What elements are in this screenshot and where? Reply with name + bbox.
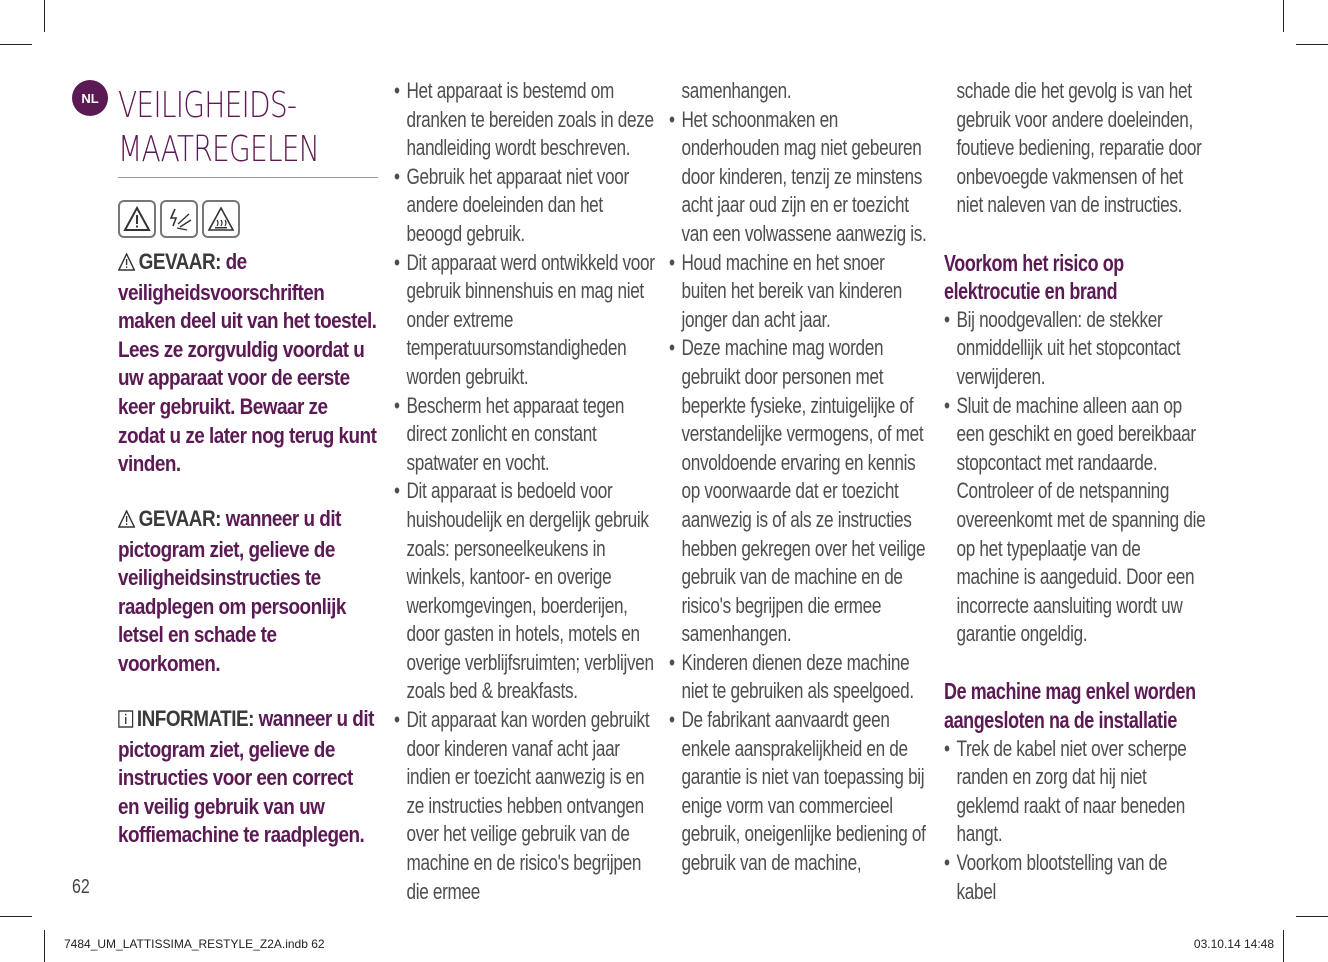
warning-block-2 <box>118 505 378 679</box>
crop-mark <box>1296 916 1328 917</box>
warning-label: GEVAAR: <box>138 506 221 531</box>
crop-mark <box>44 0 45 32</box>
warning-triangle-icon <box>118 250 135 279</box>
crop-mark <box>1283 930 1284 962</box>
section-heading: De machine mag enkel worden aangesloten na de installatie <box>944 678 1196 734</box>
list-item: • Kinderen dienen deze machine niet te gebruiken als speelgoed. <box>669 649 932 706</box>
list-item: • Dit apparaat is bedoeld voor huishoudelijk en dergelijk gebruik zoals: personeelkeukens in winkels, kantoor- en overige werkomgevingen, boerderijen, door gasten in hotels, motels en overige verblijfsruimten; verblijven zoals bed & breakfasts. <box>394 477 657 706</box>
continued-text: samenhangen. <box>681 78 792 103</box>
warning-text: wanneer u dit pictogram ziet, gelieve de veiligheidsinstructies te raadplegen om persoonlijk letsel en schade te voorkomen. <box>118 506 346 676</box>
page-title <box>118 84 321 172</box>
warning-label: GEVAAR: <box>138 249 221 274</box>
page-number: 62 <box>72 876 90 898</box>
list-item: • Voorkom blootstelling van de kabel <box>944 849 1207 906</box>
column-3 <box>669 77 934 878</box>
list-item: • Houd machine en het snoer buiten het bereik van kinderen jonger dan acht jaar. <box>669 249 932 335</box>
list-item: • Het apparaat is bestemd om dranken te bereiden zoals in deze handleiding wordt beschreven. <box>394 77 657 163</box>
info-block <box>118 705 378 850</box>
crop-mark <box>0 916 32 917</box>
info-icon <box>118 707 133 736</box>
footer-timestamp: 03.10.14 14:48 <box>1193 937 1274 951</box>
list-item: • Bij noodgevallen: de stekker onmiddellijk uit het stopcontact verwijderen. <box>944 306 1207 392</box>
list-item: • De fabrikant aanvaardt geen enkele aansprakelijkheid en de garantie is niet van toepassing bij enige vorm van commercieel gebruik, oneigenlijke bediening of gebruik van de machine, <box>669 706 932 878</box>
list-item: • Trek de kabel niet over scherpe randen en zorg dat hij niet geklemd raakt of naar beneden hangt. <box>944 735 1207 849</box>
page-title-line1: VEILIGHEIDS- <box>118 85 297 126</box>
list-item: • Het schoonmaken en onderhouden mag niet gebeuren door kinderen, tenzij ze minstens acht jaar oud zijn en er toezicht van een volwassene aanwezig is. <box>669 106 932 249</box>
crop-mark <box>1283 0 1284 32</box>
list-item: • Dit apparaat werd ontwikkeld voor gebruik binnenshuis en mag niet onder extreme temperatuursomstandigheden worden gebruikt. <box>394 249 657 392</box>
section-heading: Voorkom het risico op elektrocutie en brand <box>944 249 1124 305</box>
title-divider <box>118 177 378 178</box>
list-item: • Gebruik het apparaat niet voor andere doeleinden dan het beoogd gebruik. <box>394 163 657 249</box>
info-label: INFORMATIE: <box>136 706 254 731</box>
crop-mark <box>44 930 45 962</box>
column-4 <box>944 77 1209 906</box>
warning-triangle-icon <box>118 200 156 238</box>
page-title-line2: MAATREGELEN <box>118 129 319 170</box>
continued-text: schade die het gevolg is van het gebruik voor andere doeleinden, foutieve bediening, reparatie door onbevoegde vakmensen of het niet naleven van de instructies. <box>956 78 1202 218</box>
column-2 <box>394 77 659 906</box>
electric-shock-icon <box>160 200 198 238</box>
warning-text: de veiligheidsvoorschriften maken deel uit van het toestel. Lees ze zorgvuldig voordat u uw apparaat voor de eerste keer gebruikt. Bewaar ze zodat u ze later nog terug kunt vinden. <box>118 249 377 477</box>
warning-block-1 <box>118 248 378 479</box>
list-item: • Deze machine mag worden gebruikt door personen met beperkte fysieke, zintuigelijke of verstandelijke vermogens, of met onvoldoende ervaring en kennis op voorwaarde dat er toezicht aanwezig is of als ze instructies hebben gekregen over het veilige gebruik van de machine en de risico's begrijpen die ermee samenhangen. <box>669 334 932 649</box>
warning-triangle-icon <box>118 507 135 536</box>
crop-mark <box>0 44 32 45</box>
list-item: • Dit apparaat kan worden gebruikt door kinderen vanaf acht jaar indien er toezicht aanwezig is en ze instructies hebben ontvangen over het veilige gebruik van de machine en de risico's begrijpen die ermee <box>394 706 657 906</box>
hot-surface-icon <box>202 200 240 238</box>
list-item: • Sluit de machine alleen aan op een geschikt en goed bereikbaar stopcontact met randaarde. Controleer of de netspanning overeenkomt met de spanning die op het typeplaatje van de machine is aangeduid. Door een incorrecte aansluiting wordt uw garantie ongeldig. <box>944 392 1207 649</box>
crop-mark <box>1296 44 1328 45</box>
language-badge: NL <box>72 80 108 116</box>
list-item: • Bescherm het apparaat tegen direct zonlicht en constant spatwater en vocht. <box>394 392 657 478</box>
safety-icons <box>118 200 240 238</box>
footer-file-info: 7484_UM_LATTISSIMA_RESTYLE_Z2A.indb 62 <box>64 937 325 951</box>
info-text: wanneer u dit pictogram ziet, gelieve de instructies voor een correct en veilig gebruik van uw koffiemachine te raadplegen. <box>118 706 374 848</box>
